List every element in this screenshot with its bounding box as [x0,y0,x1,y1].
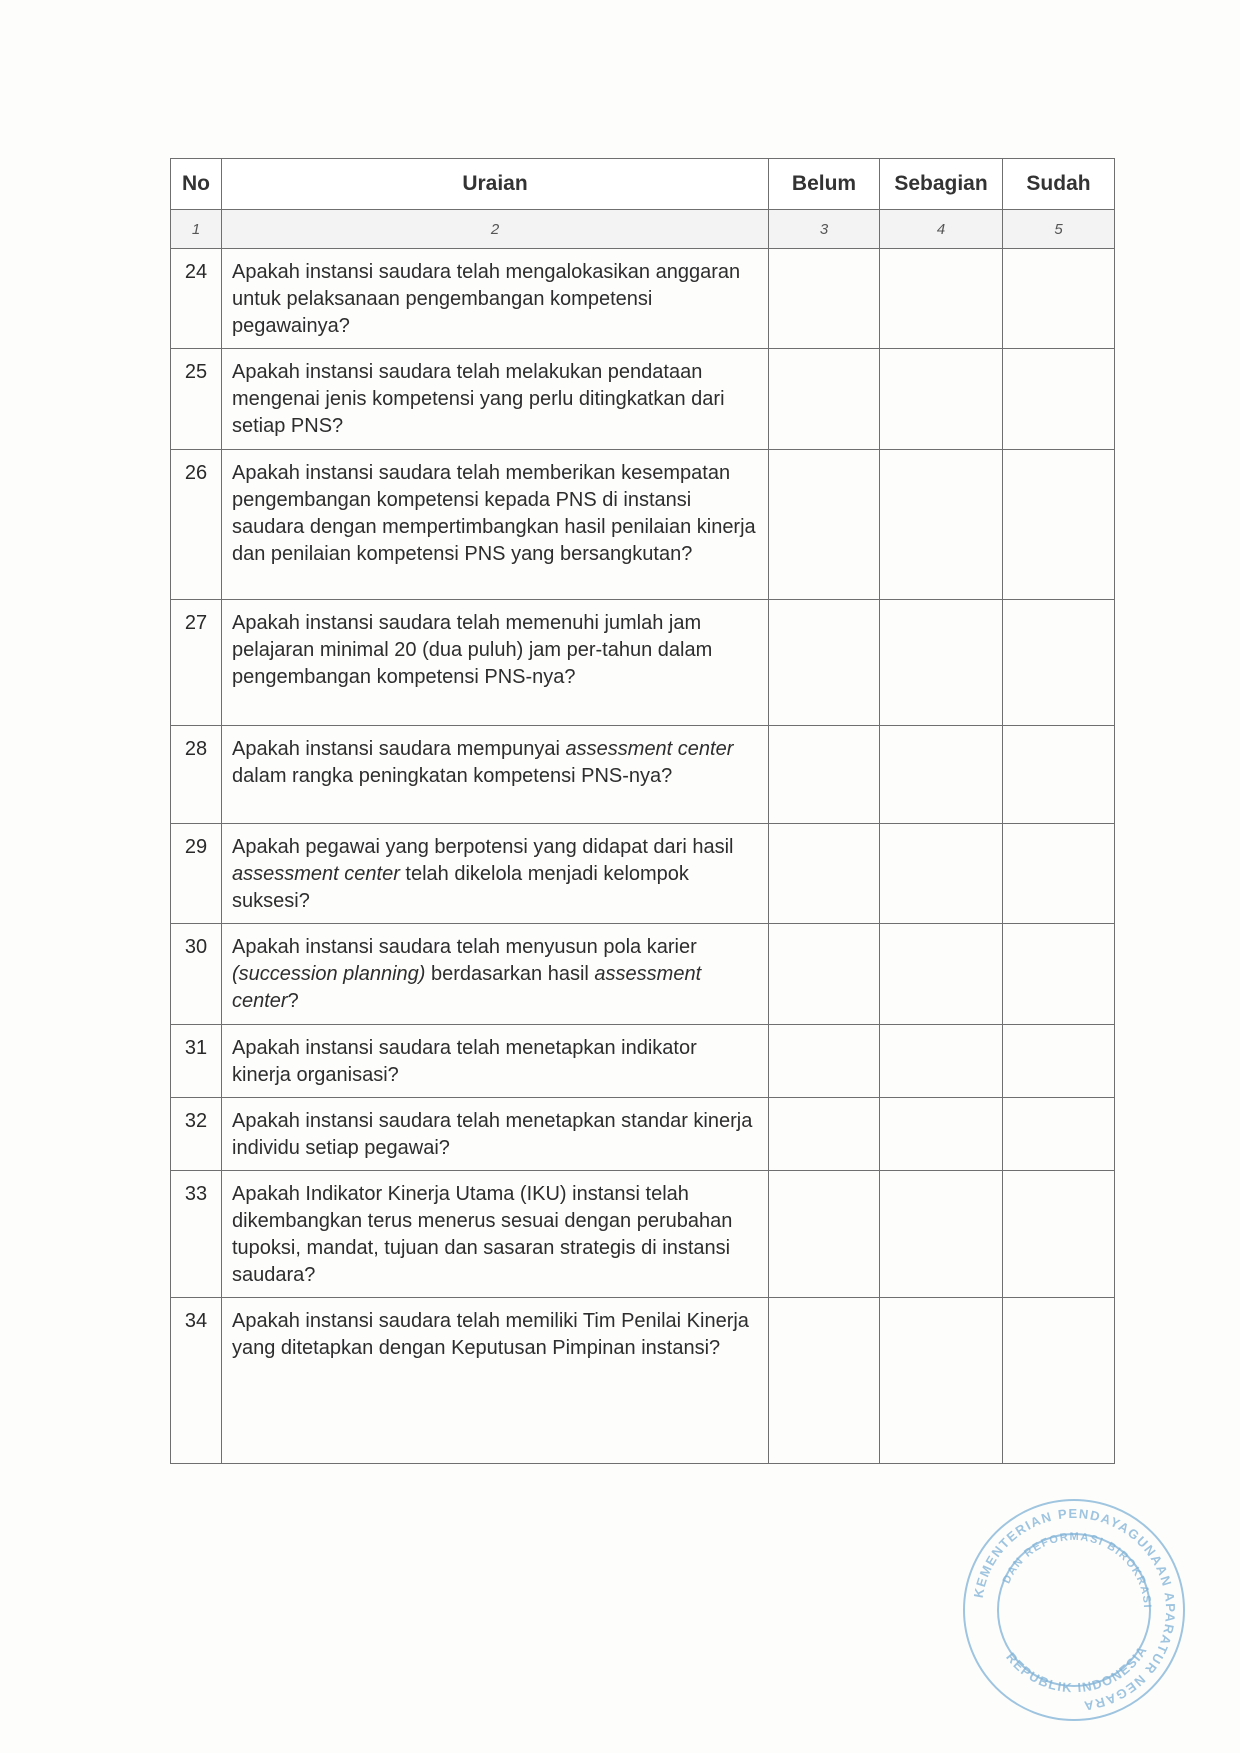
table-row [171,924,1115,1025]
question-cell [222,249,769,349]
question-cell [222,824,769,924]
question-text [232,836,733,912]
answer-cell-sebagian[interactable] [880,450,1003,600]
column-number: 1 [171,210,222,249]
table-row [171,824,1115,924]
row-number: 27 [171,600,222,726]
table-row [171,726,1115,824]
checklist-table [170,158,1115,1464]
question-text [232,361,725,437]
answer-cell-sebagian[interactable] [880,1171,1003,1298]
row-number: 24 [171,249,222,349]
row-number: 32 [171,1098,222,1171]
seal-inner-text: DAN REFORMASI BIROKRASI [1000,1530,1154,1610]
table-row [171,1025,1115,1098]
seal-outer-text: KEMENTERIAN PENDAYAGUNAAN APARATUR NEGARA [970,1505,1179,1714]
answer-cell-belum[interactable] [769,600,880,726]
question-cell [222,924,769,1025]
answer-cell-sudah[interactable] [1003,600,1115,726]
table-row [171,349,1115,450]
answer-cell-sebagian[interactable] [880,349,1003,450]
question-text-part: Apakah instansi saudara telah memberikan kesempatan pengembangan kompetensi kepada PNS di instansi saudara dengan mempertimbangkan hasil penilaian kinerja dan penilaian kompetensi PNS yang bersangkutan? [232,462,756,565]
question-text-part: Apakah instansi saudara telah menetapkan indikator kinerja organisasi? [232,1037,697,1086]
question-cell [222,349,769,450]
question-text-part: dalam rangka peningkatan kompetensi PNS-nya? [232,765,673,787]
answer-cell-sebagian[interactable] [880,726,1003,824]
question-text-part: Apakah instansi saudara telah menyusun pola karier [232,936,697,958]
row-number: 25 [171,349,222,450]
answer-cell-sudah[interactable] [1003,1025,1115,1098]
answer-cell-belum[interactable] [769,249,880,349]
question-text-italic: (succession planning) [232,963,426,985]
question-rows [171,249,1115,1464]
question-cell [222,600,769,726]
table-row [171,600,1115,726]
question-text-part: telah dikelola menjadi kelompok suksesi? [232,863,689,912]
answer-cell-sebagian[interactable] [880,1298,1003,1464]
answer-cell-sudah[interactable] [1003,450,1115,600]
seal-bottom-text: REPUBLIK INDONESIA [1003,1642,1151,1696]
answer-cell-belum[interactable] [769,1098,880,1171]
header-belum: Belum [769,159,880,210]
question-text [232,1310,749,1359]
question-text-part: Apakah instansi saudara telah mengalokasikan anggaran untuk pelaksanaan pengembangan kompetensi pegawainya? [232,261,741,337]
answer-cell-belum[interactable] [769,924,880,1025]
question-cell [222,1171,769,1298]
header-row [171,159,1115,210]
answer-cell-sudah[interactable] [1003,349,1115,450]
answer-cell-belum[interactable] [769,1298,880,1464]
answer-cell-sudah[interactable] [1003,1098,1115,1171]
question-text [232,936,701,1012]
question-text [232,261,740,337]
answer-cell-belum[interactable] [769,450,880,600]
question-text [232,1037,697,1086]
question-text-italic: assessment center [565,738,734,760]
question-text-part: Apakah instansi saudara telah melakukan pendataan mengenai jenis kompetensi yang perlu ditingkatkan dari setiap PNS? [232,361,725,437]
question-text-part: Apakah instansi saudara mempunyai [232,738,566,760]
header-sudah: Sudah [1003,159,1115,210]
header-uraian: Uraian [222,159,769,210]
answer-cell-sudah[interactable] [1003,726,1115,824]
table-row [171,450,1115,600]
table-row [171,249,1115,349]
answer-cell-sudah[interactable] [1003,824,1115,924]
table-row [171,1098,1115,1171]
row-number: 26 [171,450,222,600]
column-number: 4 [880,210,1003,249]
question-text-part: ? [287,990,299,1012]
column-number-row [171,210,1115,249]
answer-cell-sebagian[interactable] [880,1098,1003,1171]
question-text-part: Apakah Indikator Kinerja Utama (IKU) instansi telah dikembangkan terus menerus sesuai dengan perubahan tupoksi, mandat, tujuan dan sasaran strategis di instansi saudara? [232,1183,733,1286]
question-cell [222,1298,769,1464]
row-number: 31 [171,1025,222,1098]
answer-cell-sebagian[interactable] [880,249,1003,349]
question-text [232,462,756,565]
answer-cell-sudah[interactable] [1003,1298,1115,1464]
official-seal-stamp [958,1494,1190,1726]
question-text-part: Apakah instansi saudara telah memenuhi jumlah jam pelajaran minimal 20 (dua puluh) jam per-tahun dalam pengembangan kompetensi PNS-nya? [232,612,713,688]
column-number: 2 [222,210,769,249]
header-no: No [171,159,222,210]
answer-cell-belum[interactable] [769,1025,880,1098]
question-text [232,1183,732,1286]
row-number: 29 [171,824,222,924]
question-cell [222,726,769,824]
answer-cell-sudah[interactable] [1003,1171,1115,1298]
answer-cell-sebagian[interactable] [880,824,1003,924]
row-number: 30 [171,924,222,1025]
question-text [232,738,733,787]
header-sebagian: Sebagian [880,159,1003,210]
question-text [232,612,712,688]
question-text-italic: assessment center [232,863,400,885]
question-text-part: Apakah pegawai yang berpotensi yang didapat dari hasil [232,836,734,858]
question-text [232,1110,752,1159]
table-row [171,1298,1115,1464]
answer-cell-belum[interactable] [769,726,880,824]
row-number: 33 [171,1171,222,1298]
question-text-part: berdasarkan hasil [425,963,595,985]
question-text-part: Apakah instansi saudara telah memiliki Tim Penilai Kinerja yang ditetapkan dengan Keputusan Pimpinan instansi? [232,1310,749,1359]
answer-cell-sebagian[interactable] [880,1025,1003,1098]
answer-cell-belum[interactable] [769,349,880,450]
answer-cell-sebagian[interactable] [880,600,1003,726]
answer-cell-belum[interactable] [769,1171,880,1298]
question-cell [222,1025,769,1098]
table-row [171,1171,1115,1298]
question-cell [222,450,769,600]
column-number: 3 [769,210,880,249]
row-number: 34 [171,1298,222,1464]
question-cell [222,1098,769,1171]
answer-cell-sudah[interactable] [1003,249,1115,349]
column-number: 5 [1003,210,1115,249]
answer-cell-sebagian[interactable] [880,924,1003,1025]
answer-cell-sudah[interactable] [1003,924,1115,1025]
question-text-part: Apakah instansi saudara telah menetapkan standar kinerja individu setiap pegawai? [232,1110,753,1159]
row-number: 28 [171,726,222,824]
question-text-italic: assessment center [232,963,702,1012]
answer-cell-belum[interactable] [769,824,880,924]
